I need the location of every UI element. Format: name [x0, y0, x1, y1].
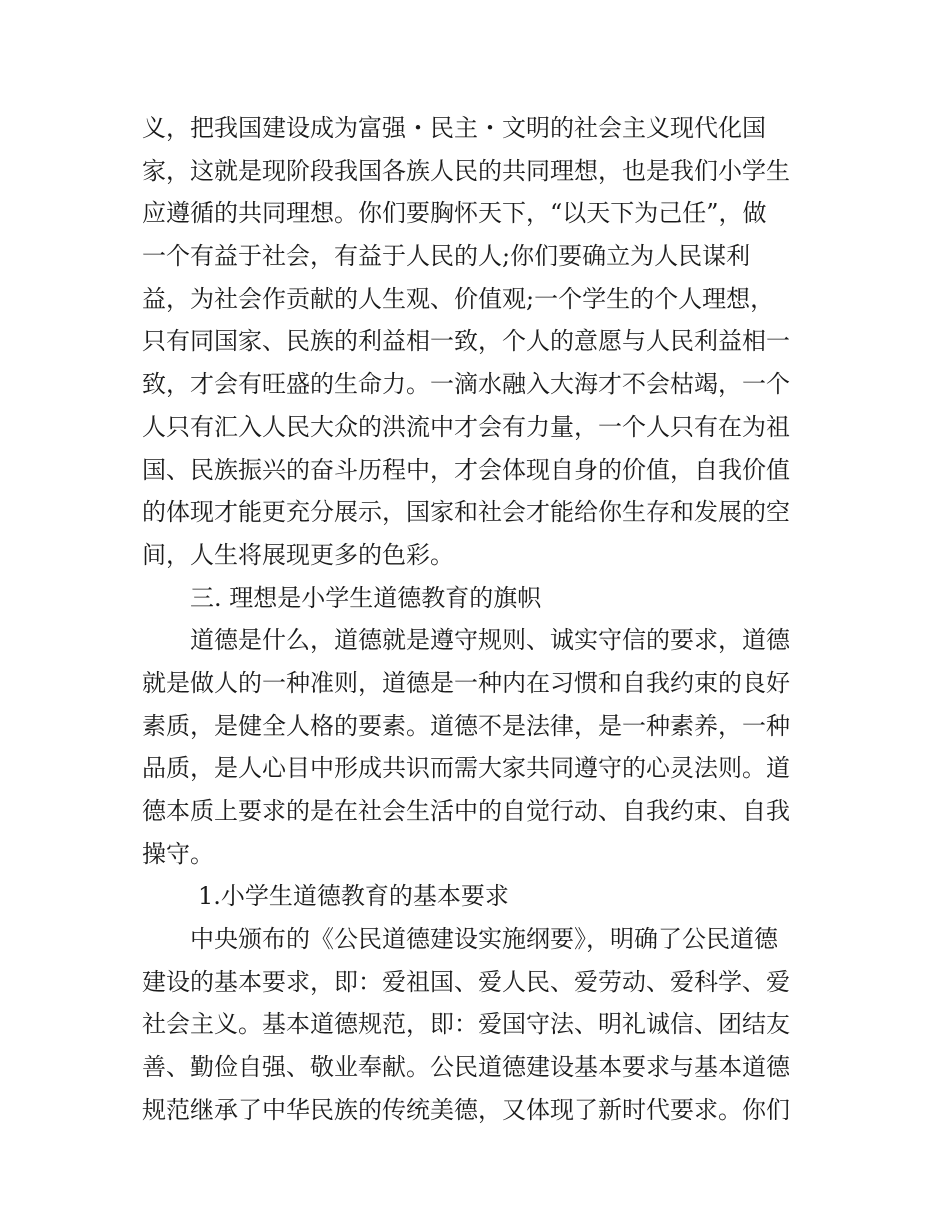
text-line: 应遵循的共同理想。你们要胸怀天下，“以天下为己任”，做: [142, 199, 767, 228]
text-line: 益，为社会作贡献的人生观、价值观;一个学生的个人理想，: [142, 284, 775, 313]
text-line: 操守。: [142, 839, 214, 868]
text-line: 的体现才能更充分展示，国家和社会才能给你生存和发展的空: [142, 498, 790, 527]
text-line: 只有同国家、民族的利益相一致，个人的意愿与人民利益相一: [142, 327, 790, 356]
text-line: 家，这就是现阶段我国各族人民的共同理想，也是我们小学生: [142, 156, 790, 185]
text-line: 中央颁布的《公民道德建设实施纲要》，明确了公民道德: [190, 925, 778, 954]
text-line: 德本质上要求的是在社会生活中的自觉行动、自我约束、自我: [142, 797, 790, 825]
text-line: 国、民族振兴的奋斗历程中，才会体现自身的价值，自我价值: [142, 455, 790, 484]
text-line: 素质，是健全人格的要素。道德不是法律，是一种素养，一种: [142, 711, 790, 740]
text-line: 义，把我国建设成为富强・民主・文明的社会主义现代化国: [142, 114, 766, 142]
text-line: 道德是什么，道德就是遵守规则、诚实守信的要求，道德: [190, 626, 790, 655]
text-line: 人只有汇入人民大众的洪流中才会有力量，一个人只有在为祖: [142, 412, 790, 441]
text-line: 社会主义。基本道德规范，即：爱国守法、明礼诚信、团结友: [142, 1010, 790, 1039]
text-line: 建设的基本要求，即：爱祖国、爱人民、爱劳动、爱科学、爱: [142, 967, 790, 996]
body-text: [142, 107, 822, 1132]
text-line: 致，才会有旺盛的生命力。一滴水融入大海才不会枯竭，一个: [142, 370, 790, 399]
text-line: 就是做人的一种准则，道德是一种内在习惯和自我约束的良好: [142, 668, 790, 697]
subsection-heading: 1.小学生道德教育的基本要求: [198, 882, 509, 911]
text-line: 规范继承了中华民族的传统美德，又体现了新时代要求。你们: [142, 1095, 790, 1124]
text-line: 品质，是人心目中形成共识而需大家共同遵守的心灵法则。道: [142, 754, 790, 783]
text-line: 一个有益于社会，有益于人民的人;你们要确立为人民谋利: [142, 242, 751, 271]
text-line: 善、勤俭自强、敬业奉献。公民道德建设基本要求与基本道德: [142, 1053, 790, 1082]
text-line: 间，人生将展现更多的色彩。: [142, 540, 454, 569]
section-heading: 三. 理想是小学生道德教育的旗帜: [190, 583, 542, 612]
